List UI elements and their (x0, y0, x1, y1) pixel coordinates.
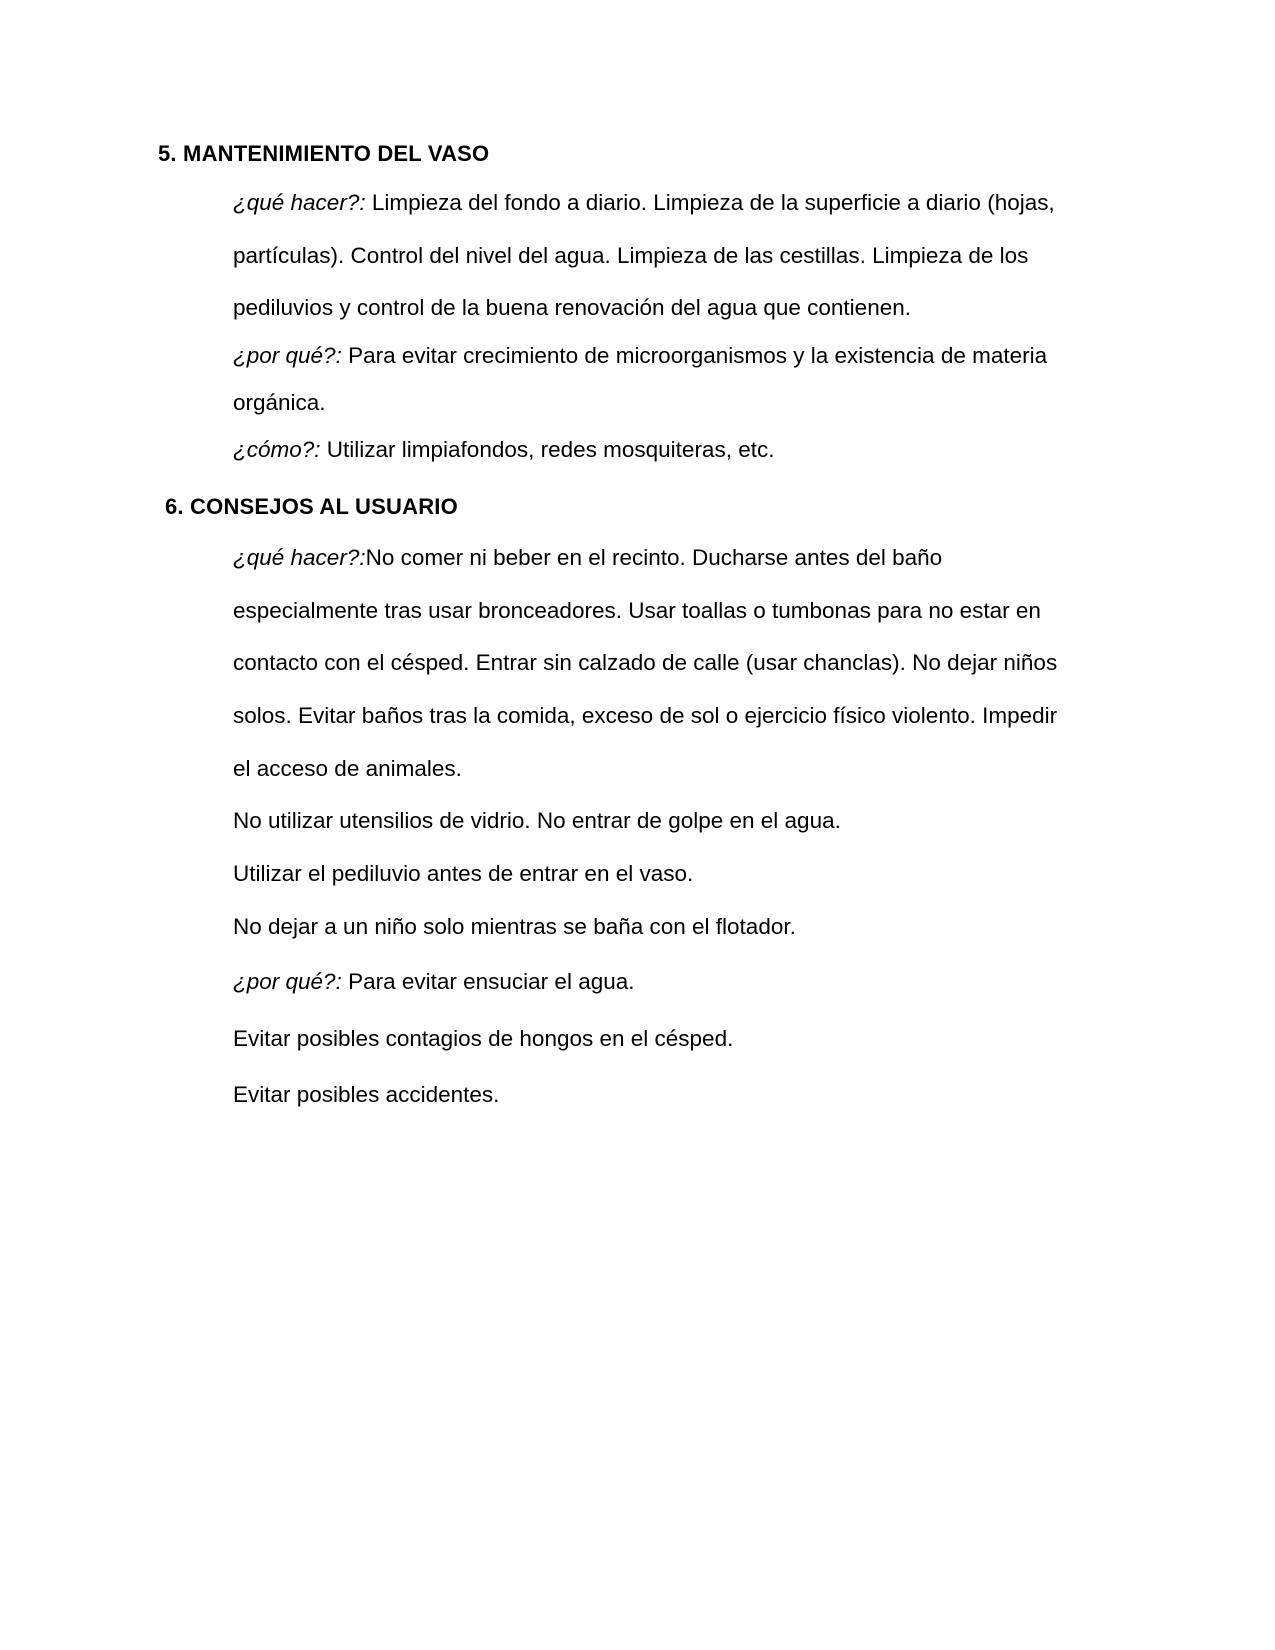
section-5-porque-label: ¿por qué?: (233, 343, 342, 368)
section-6-que-text-1: No comer ni beber en el recinto. Ducharse antes del baño (365, 545, 943, 570)
section-5-porque-line-2: orgánica. (233, 390, 326, 415)
section-5-como-text: Utilizar limpiafondos, redes mosquiteras, etc. (320, 437, 775, 462)
section-5-que-line-1 (233, 190, 1055, 216)
section-6-que-label: ¿qué hacer?: (233, 545, 366, 570)
section-6-porque-line (233, 969, 635, 995)
section-5-que-label: ¿qué hacer?: (233, 190, 366, 215)
section-6-porque-text: Para evitar ensuciar el agua. (341, 969, 635, 994)
section-5-heading: 5. MANTENIMIENTO DEL VASO (158, 141, 490, 166)
section-6-que-line-3: contacto con el césped. Entrar sin calzado de calle (usar chanclas). No dejar niños (233, 650, 1058, 675)
section-5-porque-line-1 (233, 343, 1047, 369)
section-5-que-text-1: Limpieza del fondo a diario. Limpieza de la superficie a diario (hojas, (365, 190, 1055, 215)
section-6-extra-line-2: Utilizar el pediluvio antes de entrar en el vaso. (233, 861, 694, 886)
section-6-que-line-1 (233, 545, 942, 571)
section-6-porque-label: ¿por qué?: (233, 969, 342, 994)
section-6-reason-line-1: Evitar posibles contagios de hongos en el césped. (233, 1026, 734, 1051)
section-5-porque-text-1: Para evitar crecimiento de microorganismos y la existencia de materia (341, 343, 1048, 368)
section-6-reason-line-2: Evitar posibles accidentes. (233, 1082, 500, 1107)
section-5-que-line-2: partículas). Control del nivel del agua. Limpieza de las cestillas. Limpieza de los (233, 243, 1029, 268)
section-5-que-line-3: pediluvios y control de la buena renovación del agua que contienen. (233, 295, 911, 320)
section-5-como-line (233, 437, 774, 463)
section-5-como-label: ¿cómo?: (233, 437, 321, 462)
section-6-heading: 6. CONSEJOS AL USUARIO (165, 494, 458, 519)
section-6-extra-line-1: No utilizar utensilios de vidrio. No entrar de golpe en el agua. (233, 808, 841, 833)
section-6-que-line-5: el acceso de animales. (233, 756, 462, 781)
section-6-que-line-4: solos. Evitar baños tras la comida, exceso de sol o ejercicio físico violento. Impedir (233, 703, 1058, 728)
section-6-que-line-2: especialmente tras usar bronceadores. Usar toallas o tumbonas para no estar en (233, 598, 1041, 623)
section-6-extra-line-3: No dejar a un niño solo mientras se baña con el flotador. (233, 914, 796, 939)
